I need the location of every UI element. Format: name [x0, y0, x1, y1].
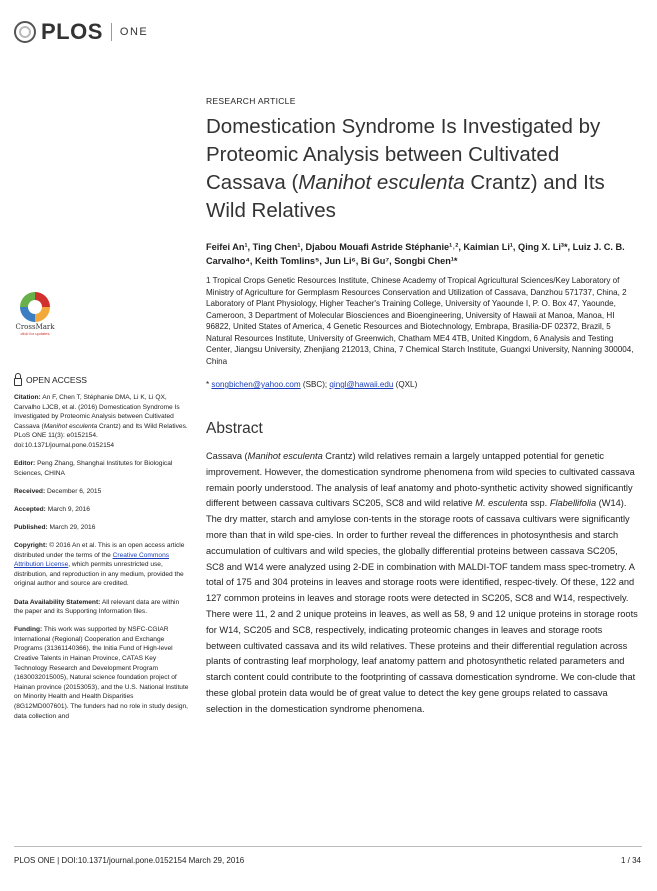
copyright	[14, 541, 189, 589]
funding-text: This work was supported by NSFC-CGIAR International (Regional) Cooperation and Exchange Programs (31361140366), the Initia Fund of High-level Creative Talents in Hainan Province, CATAS Key Technology Research and Development Program (1630032015005), Natural science foundation project of Hainan province (20153053), and the U.S. National Institute on Minority Health and Health Disparities (8G12MD007601). The funders had no role in study design, data collection and	[14, 626, 189, 720]
abstract-species-1: Manihot esculenta	[247, 451, 323, 461]
email-label-sbc: (SBC);	[302, 380, 328, 389]
email-label-qxl: (QXL)	[395, 380, 418, 389]
article-title	[206, 113, 636, 225]
editor-label: Editor:	[14, 460, 36, 468]
abstract-text-2: Crantz) wild relatives remain a largely untapped potential for genetic improvement. However, the domestication syndrome phenomena from wild species to cultivated cassava remain poorly understood. The analysis of leaf anatomy and photo-synthetic activity showed significantly different between cassava cultivars SC205, SC8 and wild relative	[206, 451, 635, 509]
open-access-text: OPEN ACCESS	[26, 375, 87, 385]
logo-divider	[111, 23, 112, 41]
abstract-text-3: ssp.	[527, 498, 550, 509]
crossmark-badge[interactable]	[14, 292, 56, 336]
data-availability	[14, 598, 189, 617]
open-lock-icon	[14, 378, 22, 386]
accepted-label: Accepted:	[14, 505, 46, 513]
abstract-species-3: Flabellifolia	[549, 498, 597, 509]
plos-one-logo[interactable]	[14, 16, 148, 48]
citation-text-end: Crantz) and Its Wild Relatives. PLoS ONE 11(3): e0152154. doi:10.1371/journal.pone.0152154	[14, 422, 188, 449]
crossmark-icon	[20, 292, 50, 322]
copyright-label: Copyright:	[14, 542, 48, 550]
crossmark-title: CrossMark	[15, 323, 55, 331]
received	[14, 487, 189, 497]
received-label: Received:	[14, 487, 46, 495]
citation-species: Manihot esculenta	[43, 422, 98, 430]
title-part-3: Crantz) and Its Wild Relatives	[206, 171, 605, 222]
crossmark-subtitle: click for updates	[20, 331, 50, 336]
editor	[14, 459, 189, 478]
published-label: Published:	[14, 523, 48, 531]
footer-citation: PLOS ONE | DOI:10.1371/journal.pone.0152154 March 29, 2016	[14, 856, 245, 865]
accepted	[14, 505, 189, 515]
open-access-label	[14, 375, 87, 385]
license-link[interactable]: Creative Commons Attribution License	[14, 551, 170, 569]
affiliations: 1 Tropical Crops Genetic Resources Institute, Chinese Academy of Tropical Agricultural Sciences/Key Laboratory of Ministry of Agriculture for Germplasm Resources Conservation and Utilization of Cassava, Danzhou 571737, China, 2 Laboratory of Plant Physiology, Higher Teacher's Training College, University of Yaounde I, P. O. Box 47, Yaounde, Cameroon, 3 Department of Molecular Biosciences and Bioengineering, University of Hawaii at Manoa, Manoa, HI 96822, United States of America, 4 Genetic Resources and Biotechnology, Embrapa, Brasilia-DF 02372, Brazil, 5 Natural Resources Institute, University of Greenwich, Chatham ME4 4TB, United Kingdom, 6 Analysis and Testing Center, Jiangsu University, Zhenjiang 212013, China, 7 Chemical Starch Institute, Guangxi University, Nanning 300004, China	[206, 276, 634, 366]
plos-logo-icon	[14, 21, 36, 43]
title-part-1: Domestication Syndrome Is Investigated by Proteomic Analysis between Cultivated Cassava (	[206, 115, 601, 194]
funding-label: Funding:	[14, 626, 43, 634]
abstract-text-4: (W14). The dry matter, starch and amylose con-tents in the storage roots of cassava cultivars were significantly more than that in wild spe-cies. In order to further reveal the differences in photosynthesis and starch accumulation of cultivars and wild species, the globally differential proteins between cassava SC205, SC8 and W14 were analyzed using 2-DE in combination with MALDI-TOF tandem mass spec-trometry. A total of 175 and 304 proteins in leaves and storage roots were identified, respec-tively. Of these, 122 and 127 common proteins in leaves and storage roots were detected in SC205, SC8 and W14, respectively. There were 11, 2 and 2 unique proteins in leaves, as well as 58, 9 and 12 unique proteins in storage roots for W14, SC205 and SC8, respectively, indicating proteomic changes in leaves and storage roots between cultivated cassava and its wild relatives. These proteins and their differential regulation across plants of contrasting leaf morphology, leaf anatomy pattern and photosynthetic related parameters and starch content could contribute to the footprinting of cassava domestication syndrome. We con-clude that these global protein data would be of great value to detect the key gene groups related to cassava selection in the domestication syndrome phenomena.	[206, 498, 638, 714]
correspondence	[206, 380, 636, 389]
journal-name: ONE	[119, 26, 149, 38]
editor-value: Peng Zhang, Shanghai Institutes for Biological Sciences, CHINA	[14, 460, 173, 477]
received-date: December 6, 2015	[47, 487, 102, 495]
citation	[14, 393, 189, 451]
footer-divider	[14, 846, 642, 847]
page-number: 1 / 34	[620, 856, 641, 865]
abstract-heading: Abstract	[206, 420, 263, 437]
citation-text: An F, Chen T, Stéphanie DMA, Li K, Li QX, Carvalho LJCB, et al. (2016) Domestication Syndrome Is Investigated by Proteomic Analysis between Cultivated Cassava (	[14, 394, 180, 430]
copyright-text: © 2016 An et al. This is an open access article distributed under the terms of the	[14, 542, 185, 559]
abstract-text-1: Cassava (	[206, 451, 248, 461]
email-link-sbc[interactable]: songbichen@yahoo.com	[211, 380, 301, 389]
accepted-date: March 9, 2016	[47, 505, 90, 513]
abstract-species-2: M. esculenta	[475, 498, 528, 509]
citation-label: Citation:	[14, 394, 41, 401]
copyright-text-end: , which permits unrestricted use, distribution, and reproduction in any medium, provided the original author and source are credited.	[14, 561, 184, 588]
title-species: Manihot esculenta	[298, 171, 465, 194]
abstract-body	[206, 449, 638, 718]
published-date: March 29, 2016	[49, 523, 96, 531]
data-availability-text: All relevant data are within the paper and its Supporting Information files.	[14, 598, 180, 616]
article-type: RESEARCH ARTICLE	[206, 96, 296, 106]
funding	[14, 625, 189, 721]
article-sidebar	[14, 393, 189, 730]
asterisk: *	[206, 380, 212, 389]
brand-name: PLOS	[41, 19, 103, 44]
email-link-qxl[interactable]: qingl@hawaii.edu	[329, 380, 394, 389]
published	[14, 523, 189, 533]
data-availability-label: Data Availability Statement:	[14, 598, 101, 606]
author-list: Feifei An¹, Ting Chen¹, Djabou Mouafi Astride Stéphanie¹˒², Kaimian Li¹, Qing X. Li³*, Luiz J. C. B. Carvalho⁴, Keith Tomlins⁵, Jun Li⁶, Bi Gu⁷, Songbi Chen¹*	[206, 242, 625, 266]
